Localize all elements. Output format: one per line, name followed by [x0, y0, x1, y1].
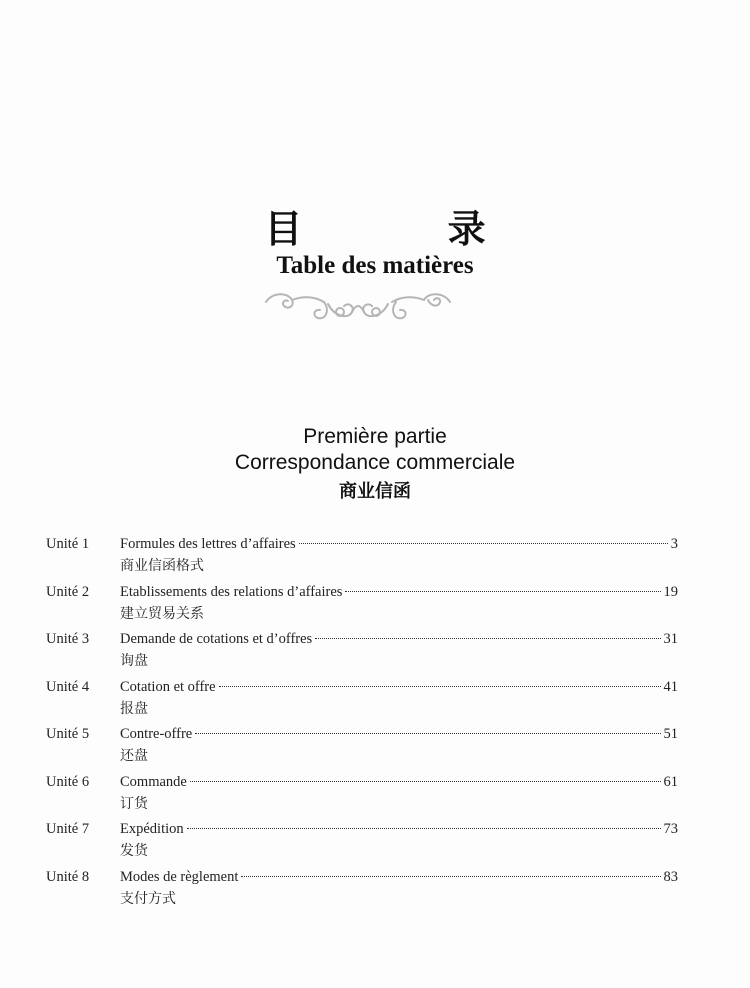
entry-title: Commande — [120, 773, 187, 790]
dot-leader — [315, 638, 660, 639]
entry-title-chinese: 报盘 — [120, 700, 148, 717]
page-number: 19 — [663, 583, 678, 600]
entry-title: Cotation et offre — [120, 678, 216, 695]
toc-row — [120, 676, 678, 698]
page-number: 41 — [663, 678, 678, 695]
toc-row — [120, 818, 678, 840]
scroll-flourish-icon — [258, 282, 458, 328]
toc-entry[interactable] — [46, 866, 678, 914]
entry-title: Etablissements des relations d’affaires — [120, 583, 343, 600]
toc-entry[interactable] — [46, 533, 678, 581]
unit-number: Unité 2 — [46, 583, 90, 600]
dot-leader — [187, 828, 661, 829]
part-heading — [0, 424, 750, 506]
dot-leader — [345, 591, 660, 592]
toc-entry[interactable] — [46, 771, 678, 819]
toc-row — [120, 771, 678, 793]
toc-entry[interactable] — [46, 818, 678, 866]
toc-entry[interactable] — [46, 676, 678, 724]
entry-title: Modes de règlement — [120, 868, 239, 885]
toc-row — [120, 533, 678, 555]
part-title: Correspondance commerciale — [234, 451, 516, 474]
part-number: Première partie — [303, 425, 447, 448]
unit-number: Unité 6 — [46, 773, 90, 790]
page-number: 3 — [670, 536, 678, 552]
entry-title-chinese: 询盘 — [120, 653, 148, 669]
entry-title-chinese: 建立贸易关系 — [120, 605, 204, 622]
page-number: 73 — [663, 821, 678, 837]
page-number: 83 — [663, 868, 678, 885]
unit-number: Unité 1 — [46, 536, 90, 552]
entry-title: Formules des lettres d’affaires — [120, 536, 296, 552]
table-of-contents — [46, 533, 678, 913]
page-title-french: Table des matières — [276, 252, 474, 279]
toc-entry[interactable] — [46, 628, 678, 676]
dot-leader — [299, 543, 668, 544]
dot-leader — [195, 733, 660, 734]
entry-title: Expédition — [120, 821, 184, 837]
dot-leader — [190, 781, 661, 782]
page-number: 61 — [663, 773, 678, 790]
entry-title: Demande de cotations et d’offres — [120, 631, 313, 647]
toc-row — [120, 723, 678, 745]
entry-title: Contre-offre — [120, 726, 193, 742]
page-number: 51 — [663, 726, 678, 742]
unit-number: Unité 7 — [46, 821, 90, 837]
page-number: 31 — [663, 631, 678, 647]
entry-title-chinese: 商业信函格式 — [120, 558, 204, 574]
entry-title-chinese: 还盘 — [120, 748, 148, 764]
unit-number: Unité 5 — [46, 726, 90, 742]
page-title-chinese: 目 录 — [264, 206, 552, 251]
entry-title-chinese: 订货 — [120, 795, 148, 812]
unit-number: Unité 8 — [46, 868, 90, 885]
dot-leader — [219, 686, 661, 687]
toc-row — [120, 628, 678, 650]
unit-number: Unité 4 — [46, 678, 90, 695]
toc-row — [120, 581, 678, 603]
unit-number: Unité 3 — [46, 631, 90, 647]
part-title-chinese: 商业信函 — [339, 481, 411, 502]
entry-title-chinese: 发货 — [120, 843, 148, 859]
entry-title-chinese: 支付方式 — [120, 890, 176, 907]
dot-leader — [241, 876, 660, 877]
toc-entry[interactable] — [46, 723, 678, 771]
toc-entry[interactable] — [46, 581, 678, 629]
toc-row — [120, 866, 678, 888]
